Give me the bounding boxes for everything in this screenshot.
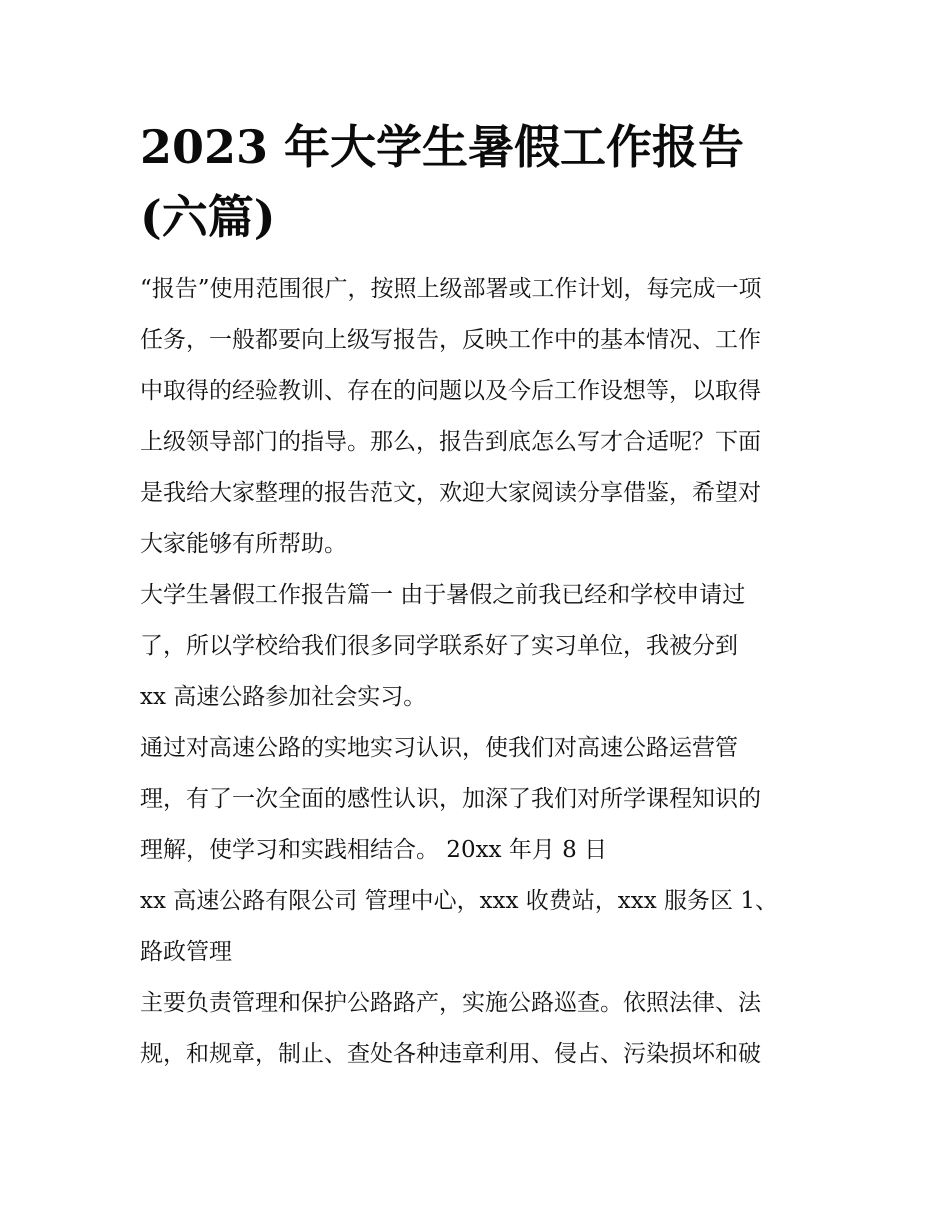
text-line: 主要负责管理和保护公路路产，实施公路巡查。依照法律、法 — [140, 990, 761, 1016]
text-line: “报告”使用范围很广，按照上级部署或工作计划，每完成一项 — [140, 276, 762, 302]
intro-paragraph — [140, 264, 812, 570]
text-line: 了，所以学校给我们很多同学联系好了实习单位，我被分到 — [140, 633, 738, 659]
text-line: 理解，使学习和实践相结合。 20xx 年月 8 日 — [140, 837, 608, 863]
document-title — [140, 112, 812, 252]
text-line: 大家能够有所帮助。 — [140, 531, 347, 557]
report-one-paragraph — [140, 570, 812, 723]
company-paragraph — [140, 876, 812, 978]
text-line: 任务，一般都要向上级写报告，反映工作中的基本情况、工作 — [140, 327, 761, 353]
text-line: 上级领导部门的指导。那么，报告到底怎么写才合适呢？下面 — [140, 429, 761, 455]
internship-paragraph — [140, 723, 812, 876]
text-line: 中取得的经验教训、存在的问题以及今后工作设想等，以取得 — [140, 378, 761, 404]
road-admin-paragraph — [140, 978, 812, 1080]
title-line: (六篇) — [140, 190, 276, 244]
text-line: 是我给大家整理的报告范文，欢迎大家阅读分享借鉴，希望对 — [140, 480, 761, 506]
text-line: 通过对高速公路的实地实习认识，使我们对高速公路运营管 — [140, 735, 738, 761]
text-line: xx 高速公路参加社会实习。 — [140, 684, 427, 710]
text-line: 规，和规章，制止、查处各种违章利用、侵占、污染损坏和破 — [140, 1041, 761, 1067]
text-line: 路政管理 — [140, 939, 232, 965]
text-line: 大学生暑假工作报告篇一 由于暑假之前我已经和学校申请过 — [140, 582, 746, 608]
document-page — [140, 112, 812, 1080]
text-line: 理，有了一次全面的感性认识，加深了我们对所学课程知识的 — [140, 786, 761, 812]
text-line: xx 高速公路有限公司 管理中心，xxx 收费站，xxx 服务区 1、 — [140, 888, 778, 914]
title-line: 2023 年大学生暑假工作报告 — [140, 120, 745, 174]
